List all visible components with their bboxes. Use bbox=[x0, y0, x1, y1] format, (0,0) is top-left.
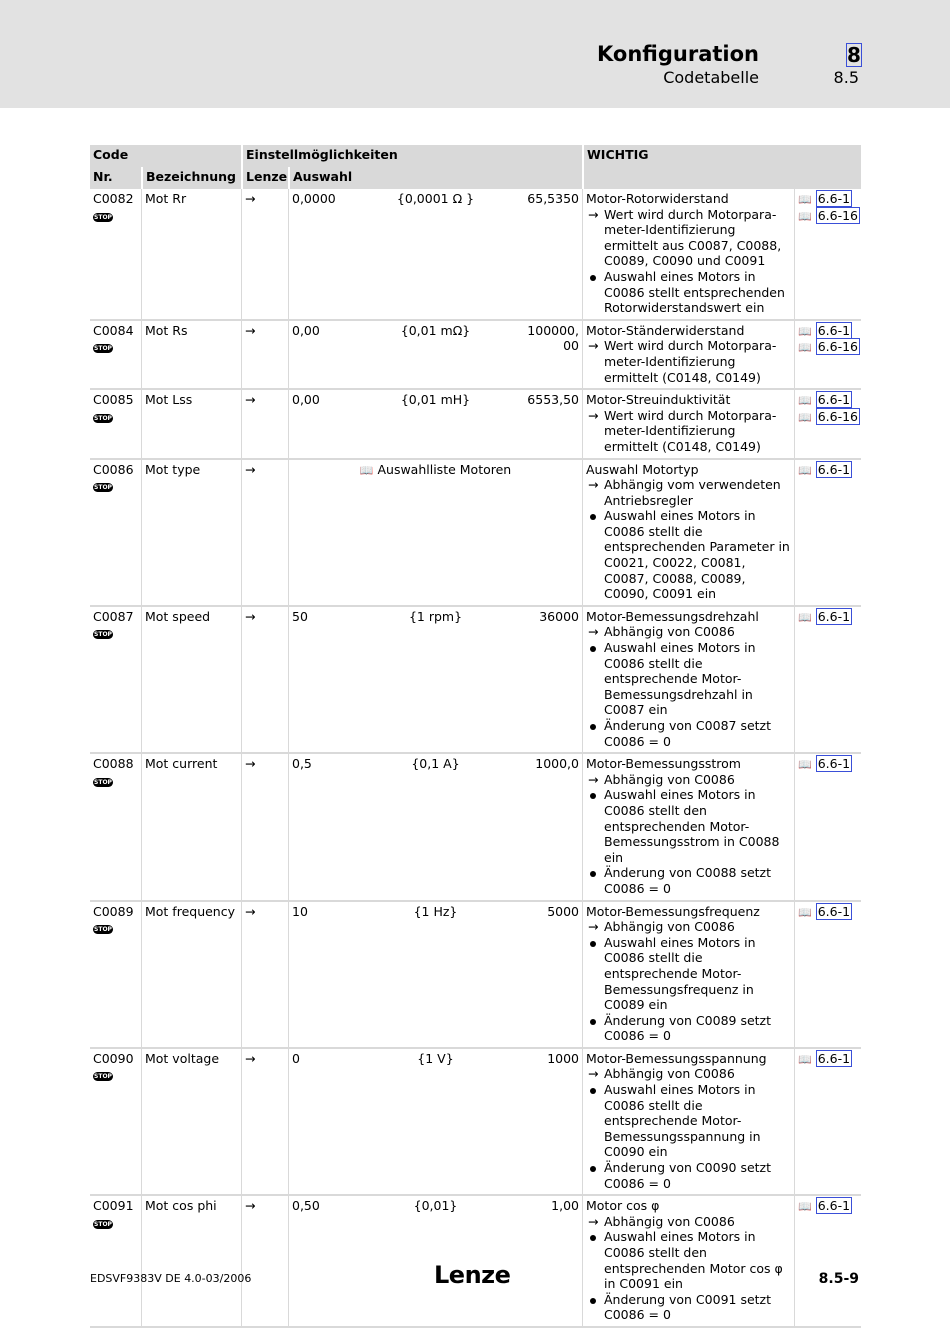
stop-icon: STOP bbox=[94, 1073, 112, 1081]
bullet-icon bbox=[588, 865, 596, 881]
note-text: Änderung von C0091 setzt C0086 = 0 bbox=[604, 1291, 772, 1323]
important-title: Auswahl Motortyp bbox=[586, 461, 699, 477]
selection-cell bbox=[288, 754, 582, 901]
arrow-icon: → bbox=[588, 1213, 599, 1229]
code-number: C0088 bbox=[93, 756, 134, 772]
code-number: C0086 bbox=[93, 461, 134, 477]
note-text: Auswahl eines Motors in C0086 stellt den entsprechenden Motor-Bemessungsstrom in C0088 ein bbox=[604, 787, 780, 865]
page-header bbox=[0, 0, 950, 108]
reference-cell bbox=[794, 460, 861, 607]
min-value: 0,0000 bbox=[292, 191, 336, 206]
cross-reference-link[interactable]: 6.6-1 bbox=[817, 608, 851, 624]
table-row bbox=[90, 460, 861, 607]
reference-cell bbox=[794, 390, 861, 459]
note-item bbox=[586, 408, 791, 455]
important-title: Motor cos φ bbox=[586, 1198, 660, 1214]
book-icon: 📖 bbox=[798, 758, 812, 772]
note-item bbox=[586, 508, 791, 602]
note-text: Abhängig von C0086 bbox=[604, 1213, 735, 1229]
selection-cell bbox=[288, 189, 582, 321]
reference-cell bbox=[794, 1196, 861, 1328]
important-cell bbox=[582, 902, 794, 1049]
lenze-cell: → bbox=[241, 902, 288, 1049]
designation-cell: Mot speed bbox=[141, 607, 241, 754]
note-item bbox=[586, 1082, 791, 1160]
col-refs-spacer bbox=[794, 167, 861, 189]
min-value: 0,00 bbox=[292, 322, 320, 338]
step-value: {0,01 mH} bbox=[400, 392, 471, 408]
cross-reference-link[interactable]: 6.6-16 bbox=[817, 207, 858, 223]
step-value: {1 Hz} bbox=[413, 903, 458, 919]
code-cell bbox=[90, 607, 141, 754]
step-value: {0,01 mΩ} bbox=[400, 322, 471, 338]
note-item bbox=[586, 865, 791, 896]
step-value: {1 rpm} bbox=[408, 608, 463, 624]
max-value: 65,5350 bbox=[527, 191, 579, 206]
designation-cell: Mot frequency bbox=[141, 902, 241, 1049]
code-number: C0091 bbox=[93, 1198, 134, 1214]
stop-icon: STOP bbox=[94, 414, 112, 422]
note-item bbox=[586, 640, 791, 718]
code-number: C0087 bbox=[93, 608, 134, 624]
designation-cell: Mot Lss bbox=[141, 390, 241, 459]
step-value: {0,1 A} bbox=[411, 756, 460, 772]
note-item bbox=[586, 1229, 791, 1291]
book-icon: 📖 bbox=[798, 1052, 812, 1066]
cross-reference-link[interactable]: 6.6-1 bbox=[817, 1050, 851, 1066]
book-icon: 📖 bbox=[798, 905, 812, 919]
note-item bbox=[586, 1013, 791, 1044]
table-row bbox=[90, 390, 861, 459]
section-number: 8.5 bbox=[833, 68, 859, 87]
cross-reference-link[interactable]: 6.6-16 bbox=[817, 339, 858, 355]
selection-list: Auswahlliste Motoren bbox=[377, 461, 512, 477]
selection-cell bbox=[288, 1049, 582, 1196]
stop-icon: STOP bbox=[94, 1220, 112, 1228]
min-value: 0,00 bbox=[292, 392, 320, 408]
designation-cell: Mot current bbox=[141, 754, 241, 901]
note-text: Wert wird durch Motorparameter-Identifizierung ermittelt aus C0087, C0088, C0089, C0090 und C0091 bbox=[604, 206, 782, 269]
important-cell bbox=[582, 189, 794, 321]
min-value: 10 bbox=[292, 903, 308, 919]
book-icon: 📖 bbox=[359, 463, 374, 477]
important-title: Motor-Streuinduktivität bbox=[586, 392, 731, 408]
chapter-number: 8 bbox=[847, 43, 861, 67]
cross-reference-link[interactable]: 6.6-1 bbox=[817, 392, 851, 408]
table-row bbox=[90, 1049, 861, 1196]
lenze-cell: → bbox=[241, 390, 288, 459]
col-code: Code bbox=[90, 145, 241, 167]
arrow-icon: → bbox=[588, 206, 599, 222]
stop-icon: STOP bbox=[94, 631, 112, 639]
table-row bbox=[90, 754, 861, 901]
book-icon: 📖 bbox=[798, 610, 812, 624]
col-settings: Einstellmöglichkeiten bbox=[241, 145, 582, 167]
arrow-icon: → bbox=[588, 407, 599, 423]
reference-cell bbox=[794, 754, 861, 901]
bullet-icon bbox=[588, 640, 596, 656]
page-number: 8.5-9 bbox=[818, 1271, 859, 1287]
lenze-cell: → bbox=[241, 607, 288, 754]
important-title: Motor-Bemessungsstrom bbox=[586, 756, 741, 772]
note-item bbox=[586, 718, 791, 749]
book-icon: 📖 bbox=[798, 193, 812, 206]
note-item bbox=[586, 207, 791, 269]
table-row bbox=[90, 321, 861, 390]
note-item bbox=[586, 935, 791, 1013]
lenze-cell: → bbox=[241, 754, 288, 901]
note-item bbox=[586, 1066, 791, 1082]
bullet-icon bbox=[588, 1229, 596, 1245]
col-lenze: Lenze bbox=[241, 167, 288, 189]
important-title: Motor-Bemessungsdrehzahl bbox=[586, 608, 759, 624]
min-value: 0,5 bbox=[292, 756, 312, 772]
stop-icon: STOP bbox=[94, 345, 112, 353]
reference-cell bbox=[794, 902, 861, 1049]
note-item bbox=[586, 1292, 791, 1323]
col-important: WICHTIG bbox=[582, 145, 861, 167]
code-cell bbox=[90, 321, 141, 390]
selection-cell bbox=[288, 460, 582, 607]
arrow-icon: → bbox=[588, 624, 599, 640]
designation-cell: Mot cos phi bbox=[141, 1196, 241, 1328]
note-text: Auswahl eines Motors in C0086 stellt die entsprechende Motor-Bemessungsfrequenz in C0089 ein bbox=[604, 934, 756, 1013]
important-cell bbox=[582, 754, 794, 901]
bullet-icon bbox=[588, 1292, 596, 1308]
cross-reference-link[interactable]: 6.6-1 bbox=[817, 322, 851, 338]
note-text: Abhängig von C0086 bbox=[604, 624, 735, 640]
note-text: Auswahl eines Motors in C0086 stellt den entsprechenden Motor cos φ in C0091 ein bbox=[604, 1229, 783, 1292]
lenze-cell: → bbox=[241, 189, 288, 321]
selection-cell bbox=[288, 607, 582, 754]
note-item bbox=[586, 772, 791, 788]
note-text: Abhängig vom verwendeten Antriebsregler bbox=[604, 477, 781, 508]
stop-icon: STOP bbox=[94, 926, 112, 934]
bullet-icon bbox=[588, 1082, 596, 1098]
lenze-cell: → bbox=[241, 1049, 288, 1196]
important-title: Motor-Bemessungsfrequenz bbox=[586, 903, 760, 919]
bullet-icon bbox=[588, 935, 596, 951]
book-icon: 📖 bbox=[798, 1200, 812, 1214]
important-cell bbox=[582, 607, 794, 754]
lenze-cell: → bbox=[241, 321, 288, 390]
cross-reference-link[interactable]: 6.6-16 bbox=[817, 408, 858, 424]
stop-icon: STOP bbox=[94, 778, 112, 786]
reference-cell bbox=[794, 1049, 861, 1196]
col-nr: Nr. bbox=[90, 167, 141, 189]
note-item bbox=[586, 1214, 791, 1230]
max-value: 100000, 00 bbox=[527, 322, 579, 354]
reference-cell bbox=[794, 607, 861, 754]
bullet-icon bbox=[588, 787, 596, 803]
code-cell bbox=[90, 1196, 141, 1328]
note-text: Auswahl eines Motors in C0086 stellt die entsprechende Motor-Bemessungsdrehzahl in C0087 ein bbox=[604, 640, 756, 718]
important-cell bbox=[582, 321, 794, 390]
book-icon: 📖 bbox=[798, 394, 812, 408]
note-item bbox=[586, 787, 791, 865]
cross-reference-link[interactable]: 6.6-1 bbox=[817, 756, 851, 772]
code-cell bbox=[90, 390, 141, 459]
important-cell bbox=[582, 1196, 794, 1328]
note-item bbox=[586, 269, 791, 316]
arrow-icon: → bbox=[588, 1066, 599, 1082]
reference-cell bbox=[794, 189, 861, 321]
table-row bbox=[90, 189, 861, 321]
stop-icon: STOP bbox=[94, 213, 112, 221]
note-item bbox=[586, 624, 791, 640]
max-value: 6553,50 bbox=[527, 392, 579, 408]
cross-reference-link[interactable]: 6.6-1 bbox=[817, 903, 851, 919]
designation-cell: Mot voltage bbox=[141, 1049, 241, 1196]
code-cell bbox=[90, 189, 141, 321]
note-text: Auswahl eines Motors in C0086 stellt entsprechenden Rotorwiderstandswert ein bbox=[604, 268, 785, 316]
book-icon: 📖 bbox=[798, 209, 812, 223]
note-text: Änderung von C0088 setzt C0086 = 0 bbox=[604, 865, 772, 896]
code-cell bbox=[90, 902, 141, 1049]
designation-cell: Mot type bbox=[141, 460, 241, 607]
lenze-cell: → bbox=[241, 460, 288, 607]
step-value: {1 V} bbox=[417, 1050, 454, 1066]
code-cell bbox=[90, 754, 141, 901]
note-item bbox=[586, 338, 791, 385]
note-text: Abhängig von C0086 bbox=[604, 771, 735, 787]
max-value: 5000 bbox=[547, 903, 579, 919]
step-value: {0,01} bbox=[413, 1198, 458, 1214]
min-value: 0,50 bbox=[292, 1198, 320, 1214]
bullet-icon bbox=[588, 1013, 596, 1029]
max-value: 36000 bbox=[539, 608, 579, 624]
note-text: Wert wird durch Motorparameter-Identifizierung ermittelt (C0148, C0149) bbox=[604, 407, 777, 454]
max-value: 1000,0 bbox=[535, 756, 579, 772]
bullet-icon bbox=[588, 1160, 596, 1176]
note-text: Änderung von C0087 setzt C0086 = 0 bbox=[604, 718, 772, 749]
important-title: Motor-Ständerwiderstand bbox=[586, 322, 745, 338]
code-number: C0089 bbox=[93, 903, 134, 919]
book-icon: 📖 bbox=[798, 341, 812, 355]
arrow-icon: → bbox=[588, 919, 599, 935]
selection-cell bbox=[288, 321, 582, 390]
important-title: Motor-Rotorwiderstand bbox=[586, 191, 729, 206]
note-text: Auswahl eines Motors in C0086 stellt die entsprechende Motor-Bemessungsspannung in C0090 ein bbox=[604, 1082, 761, 1160]
important-title: Motor-Bemessungsspannung bbox=[586, 1050, 767, 1066]
chapter-title: Konfiguration bbox=[597, 42, 759, 66]
bullet-icon bbox=[588, 718, 596, 734]
table-row bbox=[90, 902, 861, 1049]
code-number: C0090 bbox=[93, 1050, 134, 1066]
col-selection: Auswahl bbox=[288, 167, 582, 189]
min-value: 50 bbox=[292, 608, 308, 624]
reference-cell bbox=[794, 321, 861, 390]
arrow-icon: → bbox=[588, 338, 599, 354]
cross-reference-link[interactable]: 6.6-1 bbox=[817, 1198, 851, 1214]
col-important-spacer bbox=[582, 167, 794, 189]
code-number: C0085 bbox=[93, 392, 134, 408]
max-value: 1,00 bbox=[551, 1198, 579, 1214]
important-cell bbox=[582, 460, 794, 607]
code-cell bbox=[90, 460, 141, 607]
max-value: 1000 bbox=[547, 1050, 579, 1066]
note-text: Änderung von C0089 setzt C0086 = 0 bbox=[604, 1012, 772, 1044]
arrow-icon: → bbox=[588, 477, 599, 493]
code-number: C0084 bbox=[93, 322, 134, 338]
min-value: 0 bbox=[292, 1050, 300, 1066]
selection-cell bbox=[288, 902, 582, 1049]
designation-cell: Mot Rs bbox=[141, 321, 241, 390]
selection-cell bbox=[288, 390, 582, 459]
note-item bbox=[586, 919, 791, 935]
note-text: Abhängig von C0086 bbox=[604, 1066, 735, 1082]
lenze-logo: Lenze bbox=[434, 1261, 511, 1289]
cross-reference-link[interactable]: 6.6-1 bbox=[817, 191, 851, 206]
note-item bbox=[586, 477, 791, 508]
important-cell bbox=[582, 390, 794, 459]
bullet-icon bbox=[588, 269, 596, 285]
designation-cell: Mot Rr bbox=[141, 189, 241, 321]
arrow-icon: → bbox=[588, 771, 599, 787]
note-text: Auswahl eines Motors in C0086 stellt die entsprechenden Parameter in C0021, C0022, C0081, C0087, C0088, C0089, C0090, C0091 ein bbox=[604, 508, 790, 602]
bullet-icon bbox=[588, 508, 596, 524]
document-id: EDSVF9383V DE 4.0-03/2006 bbox=[90, 1272, 252, 1285]
note-text: Wert wird durch Motorparameter-Identifizierung ermittelt (C0148, C0149) bbox=[604, 338, 777, 385]
note-item bbox=[586, 1160, 791, 1191]
book-icon: 📖 bbox=[798, 410, 812, 424]
lenze-cell: → bbox=[241, 1196, 288, 1328]
cross-reference-link[interactable]: 6.6-1 bbox=[817, 461, 851, 477]
col-designation: Bezeichnung bbox=[141, 167, 241, 189]
table-row bbox=[90, 607, 861, 754]
book-icon: 📖 bbox=[798, 324, 812, 338]
book-icon: 📖 bbox=[798, 463, 812, 477]
important-cell bbox=[582, 1049, 794, 1196]
stop-icon: STOP bbox=[94, 484, 112, 492]
note-text: Abhängig von C0086 bbox=[604, 919, 735, 935]
section-title: Codetabelle bbox=[663, 68, 759, 87]
code-table bbox=[90, 145, 861, 1328]
note-text: Änderung von C0090 setzt C0086 = 0 bbox=[604, 1160, 772, 1191]
code-number: C0082 bbox=[93, 191, 134, 206]
step-value: {0,0001 Ω } bbox=[396, 191, 475, 206]
code-cell bbox=[90, 1049, 141, 1196]
